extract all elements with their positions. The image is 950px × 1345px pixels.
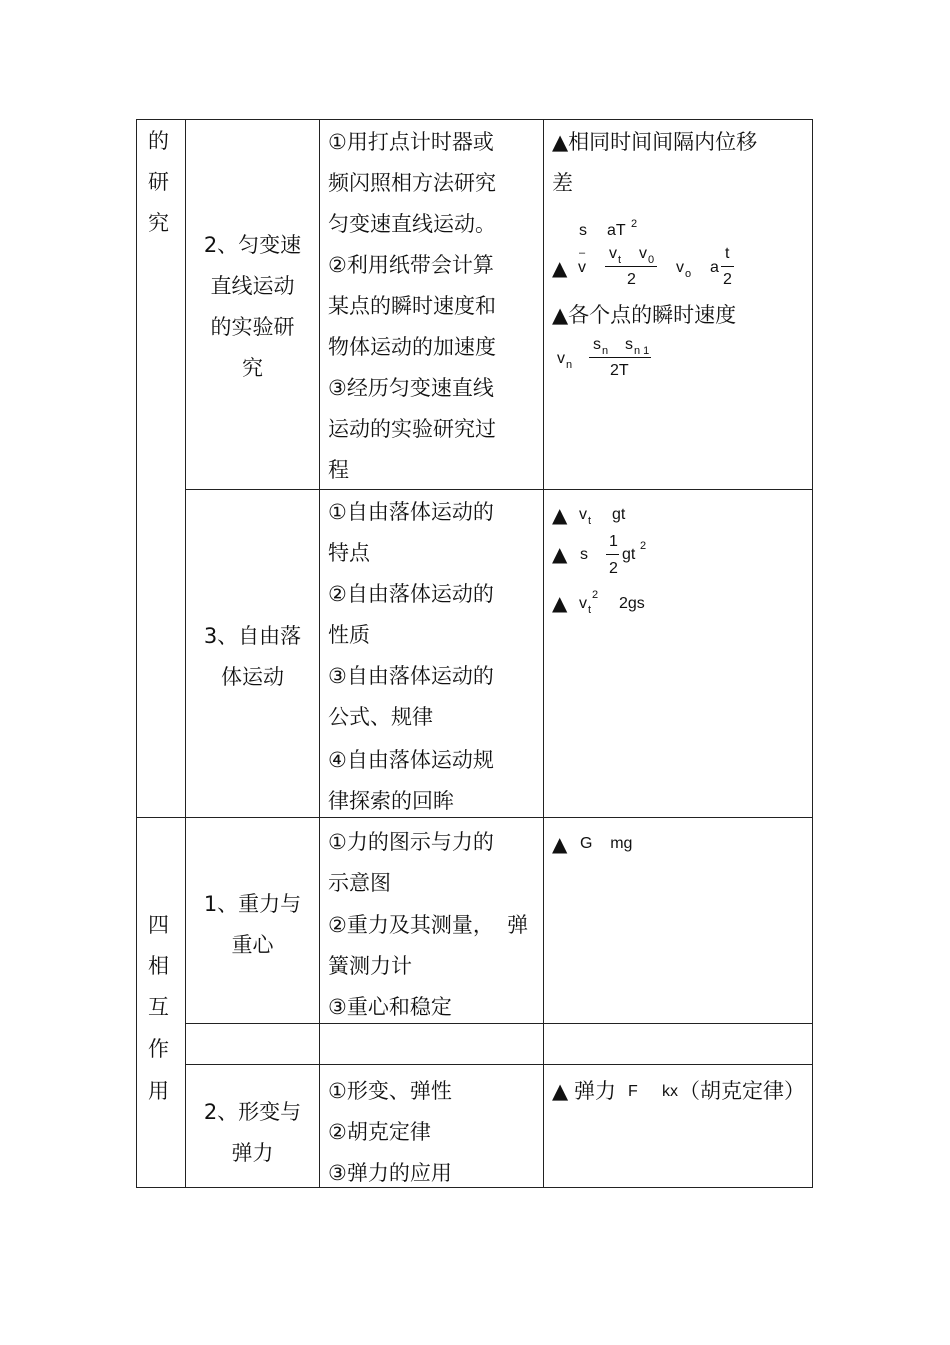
formula-t: t: [725, 245, 730, 262]
triangle-icon: ▲: [552, 542, 568, 566]
formula-v: v: [579, 595, 587, 612]
section-char: 研: [148, 170, 169, 194]
fraction-bar: [605, 266, 657, 267]
content-line: 某点的瞬时速度和: [328, 294, 496, 318]
formula-vbar: v: [578, 259, 586, 276]
formula-vn: v: [557, 350, 565, 367]
col-divider-3: [543, 119, 544, 1188]
section-char: 相: [148, 954, 169, 978]
fraction-bar: [721, 266, 734, 267]
content-line: ①形变、弹性: [328, 1079, 452, 1103]
topic-line: 究: [242, 356, 263, 380]
formula-vt: v: [609, 245, 617, 262]
formula-sub: t: [588, 604, 592, 616]
triangle-icon: ▲: [552, 591, 568, 615]
formula-gt: gt: [612, 506, 626, 523]
topic-line: 重心: [231, 933, 274, 957]
content-line: 匀变速直线运动。: [328, 212, 496, 236]
triangle-icon: ▲: [552, 1079, 569, 1103]
content-line: 频闪照相方法研究: [328, 171, 496, 195]
content-line: ①自由落体运动的: [328, 500, 494, 524]
content-line: ①力的图示与力的: [328, 830, 494, 854]
formula-aT: aT: [607, 222, 626, 239]
formula-sup: 2: [592, 589, 599, 601]
formula-heading: ▲相同时间间隔内位移: [552, 130, 758, 154]
content-line: 簧测力计: [328, 954, 412, 978]
content-line: 物体运动的加速度: [328, 335, 496, 359]
formula-num: 1: [609, 533, 618, 550]
content-line: 运动的实验研究过: [328, 417, 496, 441]
formula-F: F: [628, 1083, 638, 1100]
content-line: ③自由落体运动的: [328, 664, 494, 688]
section-char: 四: [148, 913, 169, 937]
triangle-icon: ▲: [552, 503, 568, 527]
topic-line: 弹力: [231, 1141, 274, 1165]
content-line: ②自由落体运动的: [328, 582, 494, 606]
content-line: 性质: [328, 623, 370, 647]
content-line: ③弹力的应用: [328, 1161, 452, 1185]
content-line: ④自由落体运动规: [328, 748, 494, 772]
content-line: ②重力及其测量， 弹: [328, 913, 529, 937]
formula-t-den: 2: [723, 271, 732, 288]
formula-note: （胡克定律）: [679, 1079, 805, 1103]
formula-den: 2: [609, 560, 618, 577]
section-char: 究: [148, 211, 169, 235]
row-divider-4: [185, 1064, 813, 1065]
triangle-icon: ▲: [552, 832, 568, 856]
content-line: 公式、规律: [328, 705, 433, 729]
formula-a: a: [710, 259, 719, 276]
formula-sub: n: [602, 345, 609, 357]
content-line: 示意图: [328, 871, 391, 895]
formula-G: G mg: [580, 835, 633, 852]
topic-line: 的实验研: [210, 315, 295, 339]
formula-sn1: s: [625, 336, 633, 353]
topic-line: 体运动: [221, 665, 284, 689]
topic-line: 直线运动: [210, 274, 295, 298]
col-divider-2: [319, 119, 320, 1188]
formula-bar: –: [579, 247, 586, 259]
formula-s: s: [580, 546, 588, 563]
triangle-icon: ▲: [552, 256, 568, 280]
topic-line: 3、自由落: [203, 624, 302, 648]
formula-heading: 差: [552, 171, 573, 195]
formula-sub: n 1: [634, 345, 650, 357]
content-line: ③重心和稳定: [328, 995, 452, 1019]
formula-sup: 2: [640, 540, 647, 552]
formula-sup: 2: [631, 218, 638, 230]
topic-line: 2、形变与: [203, 1100, 302, 1124]
formula-heading: ▲各个点的瞬时速度: [552, 303, 737, 327]
fraction-bar: [606, 554, 619, 555]
formula-sn: s: [593, 336, 601, 353]
formula-s: s: [579, 222, 587, 239]
section-char: 的: [148, 129, 169, 153]
fraction-bar: [589, 357, 651, 358]
formula-v: v: [579, 506, 587, 523]
content-line: ②胡克定律: [328, 1120, 431, 1144]
formula-label: 弹力: [574, 1079, 616, 1103]
section-char: 作: [148, 1037, 169, 1061]
section-char: 互: [148, 995, 169, 1019]
content-line: 特点: [328, 541, 370, 565]
content-line: ③经历匀变速直线: [328, 376, 494, 400]
formula-v0: v: [639, 245, 647, 262]
row-divider-3: [185, 1023, 813, 1024]
formula-sub: t: [588, 515, 592, 527]
formula-sub: n: [566, 359, 573, 371]
formula-kx: kx: [662, 1083, 678, 1100]
content-line: ②利用纸带会计算: [328, 253, 494, 277]
topic-line: 1、重力与: [203, 892, 302, 916]
content-line: 程: [328, 458, 349, 482]
content-line: 律探索的回眸: [328, 789, 454, 813]
formula-den: 2: [627, 271, 636, 288]
row-divider-2: [136, 817, 813, 818]
formula-vo: v: [676, 259, 684, 276]
formula-sub: t: [618, 254, 622, 266]
topic-line: 2、匀变速: [203, 233, 302, 257]
formula-sub: 0: [648, 254, 655, 266]
formula-sub: o: [685, 268, 692, 280]
formula-den: 2T: [610, 362, 629, 379]
formula-gs: 2gs: [619, 595, 645, 612]
content-line: ①用打点计时器或: [328, 130, 494, 154]
formula-gt: gt: [622, 546, 636, 563]
row-divider-1: [185, 489, 813, 490]
section-char: 用: [148, 1079, 169, 1103]
